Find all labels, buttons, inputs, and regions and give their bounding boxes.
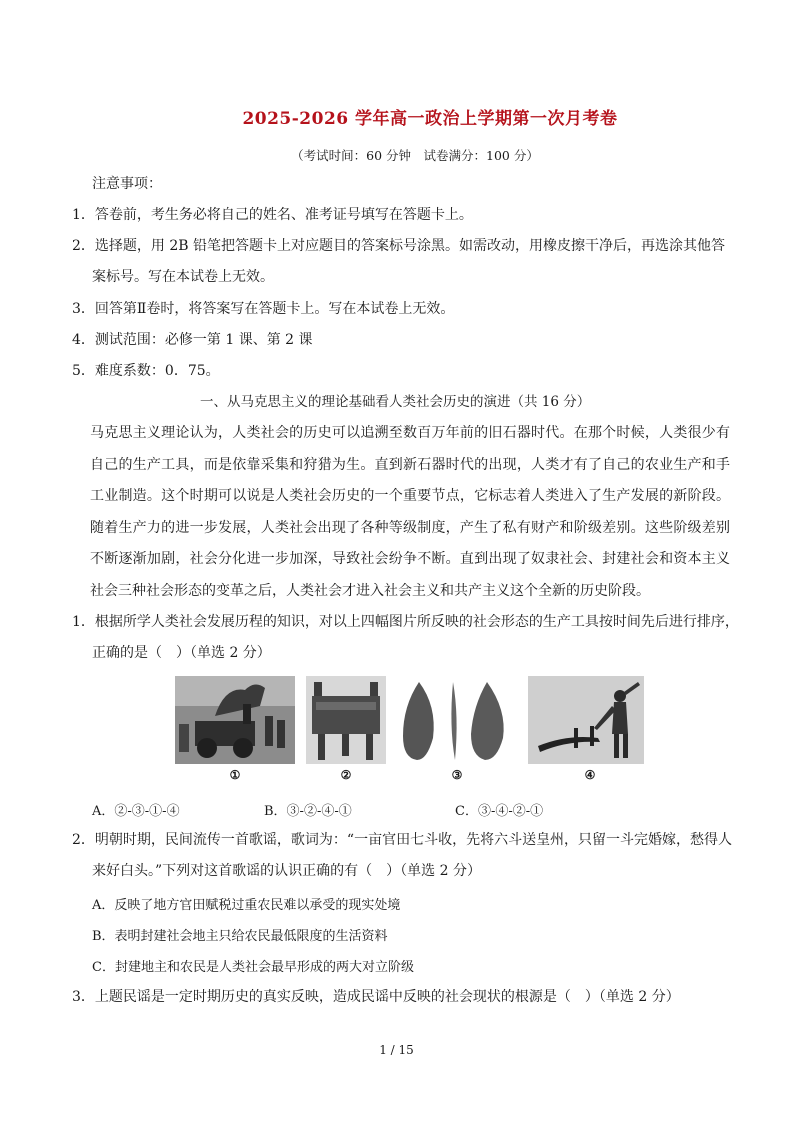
farmer-plough-image bbox=[528, 676, 644, 764]
section-title: 一、从马克思主义的理论基础看人类社会历史的演进（共 16 分） bbox=[200, 394, 591, 410]
exam-title: 2025-2026 学年高一政治上学期第一次月考卷 bbox=[242, 109, 618, 129]
stone-tools-image bbox=[397, 676, 512, 764]
figure-label-1: ① bbox=[229, 768, 241, 782]
exam-subtitle: （考试时间：60 分钟 试卷满分：100 分） bbox=[291, 148, 539, 163]
question-2-option-b[interactable]: B．表明封建社会地主只给农民最低限度的生活资料 bbox=[92, 929, 388, 944]
bronze-ding-image bbox=[306, 676, 386, 764]
page-number: 1 / 15 bbox=[379, 1043, 414, 1057]
question-1-line1: 1．根据所学人类社会发展历程的知识，对以上四幅图片所反映的社会形态的生产工具按时间先后进行排序， bbox=[72, 614, 739, 630]
question-2-option-c[interactable]: C．封建地主和农民是人类社会最早形成的两大对立阶级 bbox=[92, 960, 414, 975]
note-item: 2．选择题，用 2B 铅笔把答题卡上对应题目的答案标号涂黑。如需改动，用橡皮擦干净后，再选涂其他答 bbox=[72, 238, 726, 254]
question-3-line1: 3．上题民谣是一定时期历史的真实反映，造成民谣中反映的社会现状的根源是（ ）（单选 2 分） bbox=[72, 989, 680, 1005]
note-item: 案标号。写在本试卷上无效。 bbox=[92, 269, 274, 285]
question-1-option-b[interactable]: B．③-②-④-① bbox=[264, 804, 352, 819]
question-2-line2: 来好白头。”下列对这首歌谣的认识正确的有（ ）（单选 2 分） bbox=[92, 863, 481, 879]
steam-engine-image bbox=[175, 676, 295, 764]
question-1-figures bbox=[172, 676, 647, 786]
note-item: 4．测试范围：必修一第 1 课、第 2 课 bbox=[72, 332, 313, 348]
question-1-option-a[interactable]: A．②-③-①-④ bbox=[92, 804, 180, 819]
question-1-option-c[interactable]: C．③-④-②-① bbox=[455, 804, 544, 819]
section-passage: 马克思主义理论认为，人类社会的历史可以追溯至数百万年前的旧石器时代。在那个时候，人类很少有自己的生产工具，而是依靠采集和狩猎为生。直到新石器时代的出现，人类才有了自己的农业生产和手工业制造。这个时期可以说是人类社会历史的一个重要节点，它标志着人类进入了生产发展的新阶段。随着生产力的进一步发展，人类社会出现了各种等级制度，产生了私有财产和阶级差别。这些阶级差别不断逐渐加剧，社会分化进一步加深，导致社会纷争不断。直到出现了奴隶社会、封建社会和资本主义社会三种社会形态的变革之后，人类社会才进入社会主义和共产主义这个全新的历史阶段。 bbox=[90, 425, 730, 599]
question-2-option-a[interactable]: A．反映了地方官田赋税过重农民难以承受的现实处境 bbox=[92, 898, 401, 913]
note-item: 3．回答第Ⅱ卷时，将答案写在答题卡上。写在本试卷上无效。 bbox=[72, 301, 455, 317]
note-item: 1．答卷前，考生务必将自己的姓名、准考证号填写在答题卡上。 bbox=[72, 207, 473, 223]
note-item: 5．难度系数：0．75。 bbox=[72, 363, 220, 379]
notes-heading: 注意事项： bbox=[92, 176, 162, 192]
figure-label-4: ④ bbox=[584, 768, 596, 782]
question-1-line2: 正确的是（ ）（单选 2 分） bbox=[92, 645, 271, 661]
question-2-line1: 2．明朝时期，民间流传一首歌谣，歌词为：“一亩官田七斗收，先将六斗送皇州，只留一斗完婚嫁，愁得人 bbox=[72, 832, 733, 848]
figure-label-3: ③ bbox=[451, 768, 463, 782]
figure-label-2: ② bbox=[340, 768, 352, 782]
